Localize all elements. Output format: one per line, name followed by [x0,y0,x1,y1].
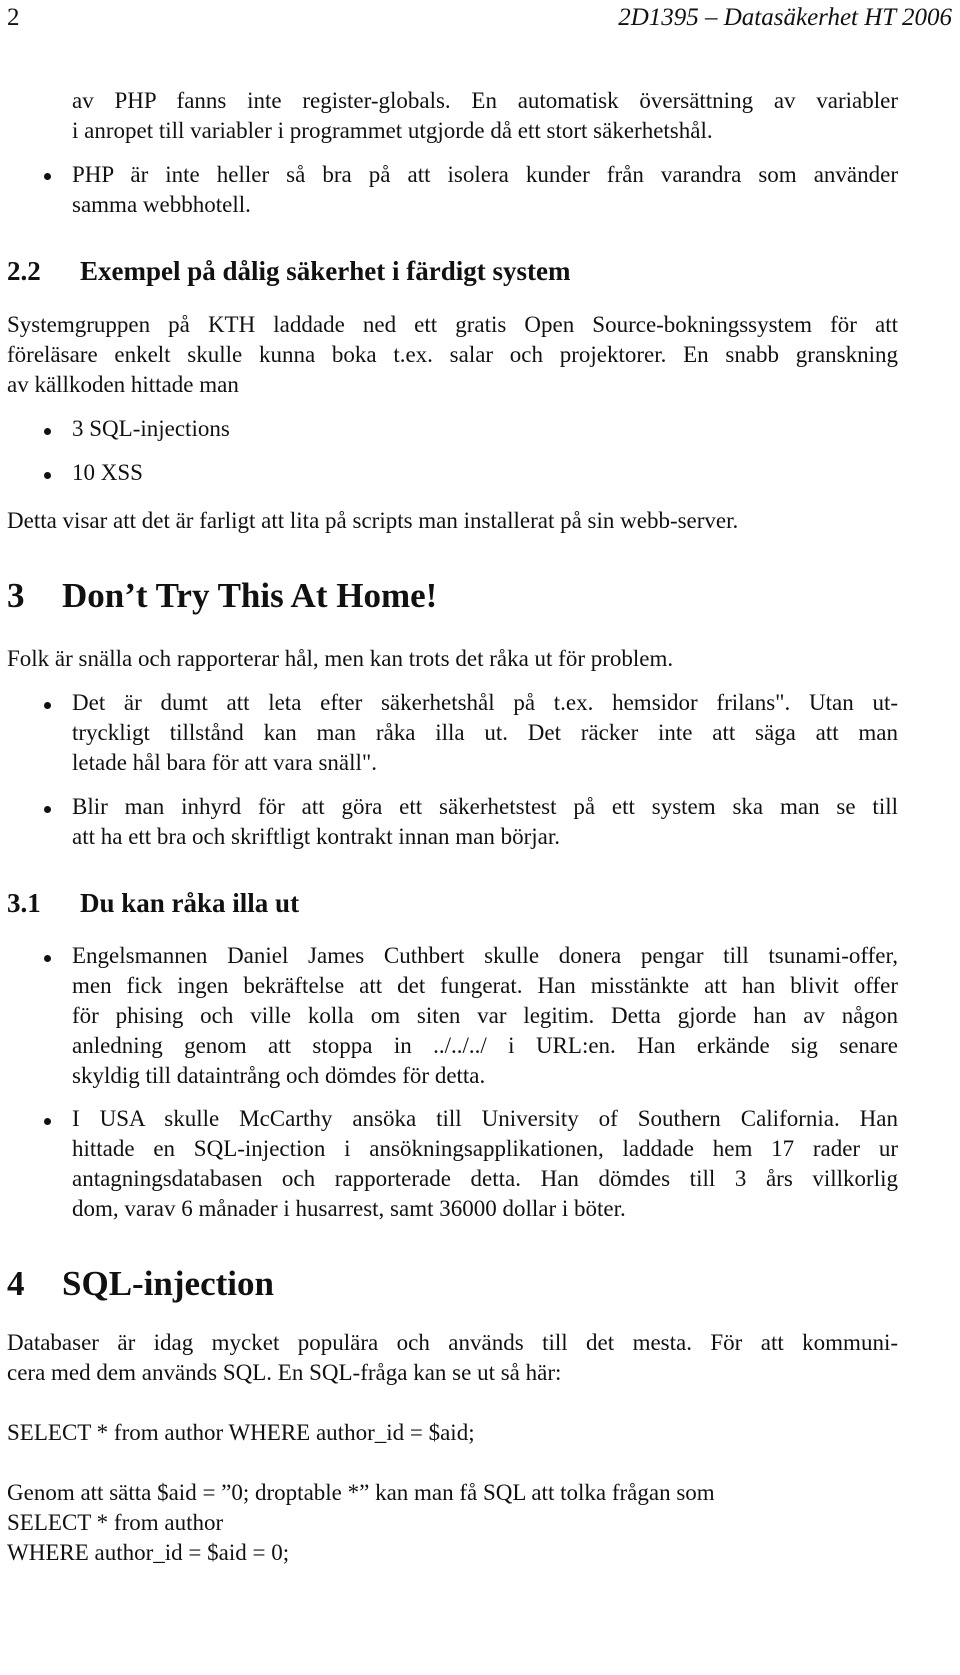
bullet-text: men fick ingen bekräftelse att det fungerat. Han misstänkte att han blivit offer [72,973,898,998]
bullet-text: anledning genom att stoppa in ../../../ i URL:en. Han erkände sig senare [72,1033,898,1058]
bullet-text: att ha ett bra och skriftligt kontrakt innan man börjar. [72,824,560,849]
bullet-text: antagningsdatabasen och rapporterade detta. Han dömdes till 3 års villkorlig [72,1166,898,1191]
bullet-marker [44,806,51,813]
paragraph-line: Detta visar att det är farligt att lita på scripts man installerat på sin webb-server. [7,508,739,533]
bullet-text: tryckligt tillstånd kan man råka illa ut. Det räcker inte att säga att man [72,720,898,745]
paragraph-line: Systemgruppen på KTH laddade ned ett gratis Open Source-bokningssystem för att [7,312,898,337]
bullet-marker [44,702,51,709]
sql-query: WHERE author_id = $aid = 0; [7,1540,290,1565]
bullet-text: letade hål bara för att vara snäll". [72,750,378,775]
body-line: av PHP fanns inte register-globals. En automatisk översättning av variabler [72,88,898,113]
section-number: 3.1 [7,888,41,918]
section-title: SQL-injection [62,1264,274,1303]
bullet-marker [44,1118,51,1125]
bullet-text: 10 XSS [72,460,143,485]
bullet-text: 3 SQL-injections [72,416,230,441]
paragraph-line: Databaser är idag mycket populära och används till det mesta. För att kommuni- [7,1330,898,1355]
paragraph-line: Genom att sätta $aid = ”0; droptable *” kan man få SQL att tolka frågan som [7,1480,715,1505]
bullet-text: skyldig till dataintrång och dömdes för detta. [72,1063,486,1088]
section-number: 4 [7,1264,25,1303]
bullet-text: samma webbhotell. [72,192,251,217]
bullet-text: PHP är inte heller så bra på att isolera kunder från varandra som använder [72,162,898,187]
section-title: Du kan råka illa ut [80,888,300,918]
section-number: 3 [7,576,25,615]
paragraph-line: föreläsare enkelt skulle kunna boka t.ex. salar och projektorer. En snabb granskning [7,342,898,367]
paragraph-line: Folk är snälla och rapporterar hål, men kan trots det råka ut för problem. [7,646,674,671]
section-title: Don’t Try This At Home! [62,576,438,615]
sql-query: SELECT * from author [7,1510,224,1535]
bullet-text: hittade en SQL-injection i ansökningsapplikationen, laddade hem 17 rader ur [72,1136,898,1161]
bullet-marker [44,955,51,962]
running-title: 2D1395 – Datasäkerhet HT 2006 [618,4,952,31]
bullet-text: för phising och ville kolla om siten var legitim. Detta gjorde han av någon [72,1003,898,1028]
bullet-marker [44,173,51,180]
bullet-text: I USA skulle McCarthy ansöka till University of Southern California. Han [72,1106,898,1131]
sql-query: SELECT * from author WHERE author_id = $aid; [7,1420,475,1445]
section-title: Exempel på dålig säkerhet i färdigt system [80,256,571,286]
bullet-marker [44,472,51,479]
bullet-text: Engelsmannen Daniel James Cuthbert skulle donera pengar till tsunami-offer, [72,943,898,968]
bullet-text: Det är dumt att leta efter säkerhetshål på t.ex. hemsidor frilans". Utan ut- [72,690,898,715]
bullet-marker [44,428,51,435]
body-line: i anropet till variabler i programmet utgjorde då ett stort säkerhetshål. [72,118,713,143]
paragraph-line: cera med dem används SQL. En SQL-fråga kan se ut så här: [7,1360,562,1385]
page-number: 2 [7,4,20,31]
paragraph-line: av källkoden hittade man [7,372,239,397]
section-number: 2.2 [7,256,41,286]
bullet-text: Blir man inhyrd för att göra ett säkerhetstest på ett system ska man se till [72,794,898,819]
bullet-text: dom, varav 6 månader i husarrest, samt 36000 dollar i böter. [72,1196,626,1221]
